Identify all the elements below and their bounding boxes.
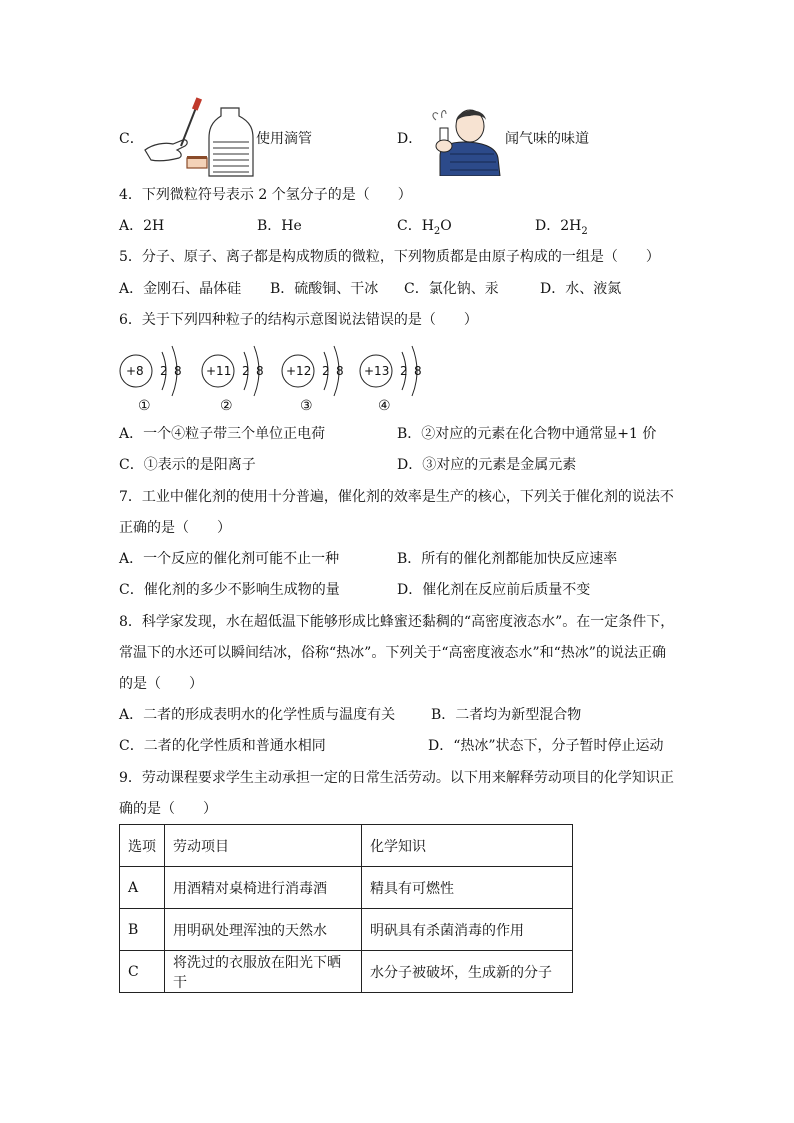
q7-option-c: C．催化剂的多少不影响生成物的量 [119,582,340,598]
q3-option-d-label: D． [397,131,423,147]
q7-option-d: D．催化剂在反应前后质量不变 [397,582,591,598]
particle-4 [358,342,434,416]
table-cell: 水分子被破坏，生成新的分子 [362,951,573,993]
particle-1-shell-2: 8 [174,364,182,378]
q5-stem: 5．分子、原子、离子都是构成物质的微粒，下列物质都是由原子构成的一组是（ ） [119,249,660,265]
particle-3-nucleus: +12 [286,364,312,378]
atom-structure-diagrams [118,342,438,416]
q6-option-a: A．一个④粒子带三个单位正电荷 [119,426,326,442]
dropper-bottle-illustration [143,96,255,178]
q9-stem-line-1: 9．劳动课程要求学生主动承担一定的日常生活劳动。以下用来解释劳动项目的化学知识正 [119,770,674,786]
particle-3-shell-1: 2 [322,364,330,378]
q4-stem: 4．下列微粒符号表示 2 个氢分子的是（ ） [119,187,412,203]
q6-option-d: D．③对应的元素是金属元素 [397,457,577,473]
particle-4-shell-2: 8 [414,364,422,378]
table-header-cell: 选项 [120,825,165,867]
q4-option-d-subscript: 2 [581,225,588,237]
particle-2-index: ② [220,398,233,414]
particle-3-shell-2: 8 [336,364,344,378]
table-cell: B [120,909,165,951]
q5-option-d: D．水、液氮 [540,281,622,297]
particle-1-index: ① [138,398,151,414]
q6-option-b: B．②对应的元素在化合物中通常显+1 价 [397,426,657,442]
q8-option-a: A．二者的形成表明水的化学性质与温度有关 [119,707,396,723]
particle-2 [200,342,276,416]
particle-2-shell-2: 8 [256,364,264,378]
particle-2-shell-1: 2 [242,364,250,378]
table-header-cell: 劳动项目 [165,825,362,867]
q8-option-d: D．“热冰”状态下，分子暂时停止运动 [428,738,664,754]
q3-option-d-text: 闻气味的味道 [505,131,589,147]
table-row [120,951,573,993]
table-row [120,909,573,951]
q4-option-c-suffix: O [440,218,452,234]
q4-option-b: B．He [257,218,302,234]
q4-option-a: A．2H [119,218,165,234]
table-cell: 精具有可燃性 [362,867,573,909]
q8-stem-line-2: 常温下的水还可以瞬间结冰，俗称“热冰”。下列关于“高密度液态水”和“热冰”的说法正确 [119,645,666,661]
table-cell: 用酒精对桌椅进行消毒酒 [165,867,362,909]
particle-3 [280,342,356,416]
q6-option-c: C．①表示的是阳离子 [119,457,256,473]
q4-option-c [397,216,452,242]
q8-option-b: B．二者均为新型混合物 [431,707,582,723]
particle-4-nucleus: +13 [364,364,390,378]
q3-option-c-label: C． [119,131,144,147]
q3-option-c-text: 使用滴管 [256,131,312,147]
particle-4-shell-1: 2 [400,364,408,378]
q7-stem-line-2: 正确的是（ ） [119,520,231,536]
table-header-row [120,825,573,867]
q8-stem-line-1: 8．科学家发现，水在超低温下能够形成比蜂蜜还黏稠的“高密度液态水”。在一定条件下， [119,614,675,630]
table-cell: 用明矾处理浑浊的天然水 [165,909,362,951]
particle-1-shell-1: 2 [160,364,168,378]
table-header-cell: 化学知识 [362,825,573,867]
q8-stem-line-3: 的是（ ） [119,676,203,692]
q7-option-b: B．所有的催化剂都能加快反应速率 [397,551,618,567]
table-cell: A [120,867,165,909]
q5-option-a: A．金刚石、晶体硅 [119,281,242,297]
particle-1-nucleus: +8 [126,364,144,378]
table-cell: C [120,951,165,993]
q4-option-d [535,216,588,242]
q4-option-c-prefix: C．H [397,218,434,234]
person-smelling-illustration [426,98,502,176]
table-row [120,867,573,909]
q5-option-b: B．硫酸铜、干冰 [270,281,379,297]
q7-option-a: A．一个反应的催化剂可能不止一种 [119,551,340,567]
particle-2-nucleus: +11 [206,364,232,378]
particle-1 [118,342,194,416]
table-cell: 将洗过的衣服放在阳光下晒干 [165,951,362,993]
q6-stem: 6．关于下列四种粒子的结构示意图说法错误的是（ ） [119,312,478,328]
q9-table [119,824,573,993]
particle-3-index: ③ [300,398,313,414]
table-cell: 明矾具有杀菌消毒的作用 [362,909,573,951]
q5-option-c: C．氯化钠、汞 [404,281,499,297]
q4-option-c-subscript: 2 [433,225,441,237]
q7-stem-line-1: 7．工业中催化剂的使用十分普遍，催化剂的效率是生产的核心，下列关于催化剂的说法不 [119,489,674,505]
q9-stem-line-2: 确的是（ ） [119,801,217,817]
q8-option-c: C．二者的化学性质和普通水相同 [119,738,326,754]
q4-option-d-prefix: D．2H [535,218,582,234]
particle-4-index: ④ [378,398,391,414]
